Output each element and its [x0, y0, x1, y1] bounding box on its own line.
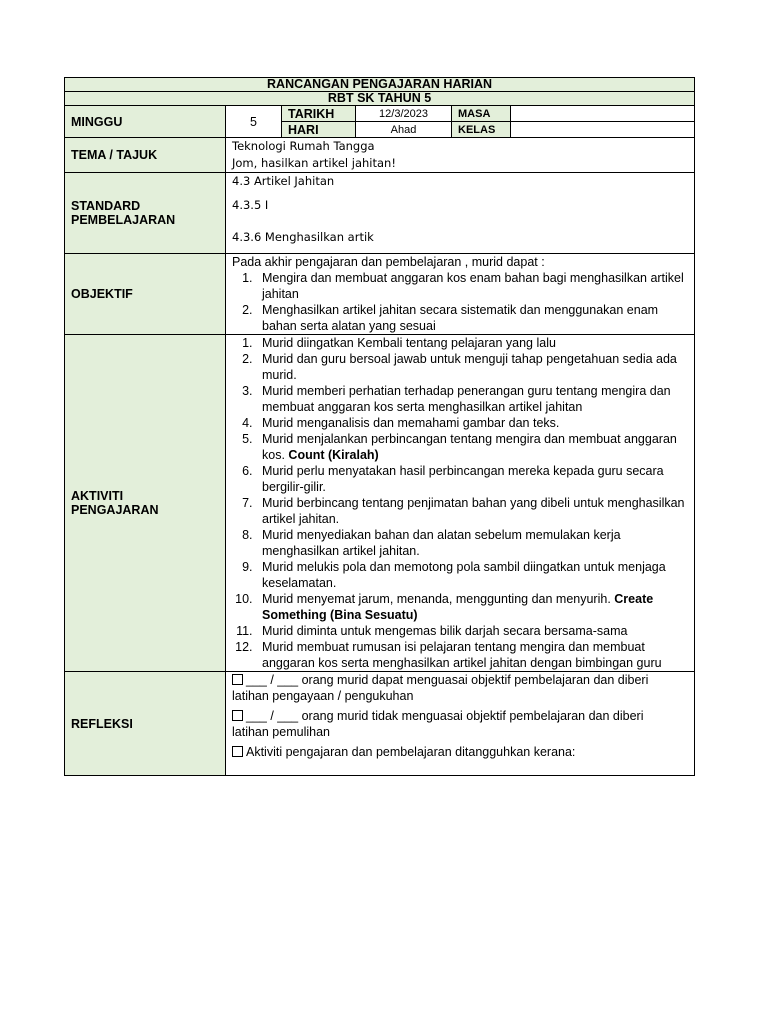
list-item: 9. Murid melukis pola dan memotong pola sambil diingatkan untuk menjaga keselamatan.	[256, 559, 688, 591]
aktiviti-row	[65, 335, 695, 672]
refleksi-line-1: ___ / ___ orang murid dapat menguasai objektif pembelajaran dan diberi	[246, 673, 649, 687]
refleksi-line-1b: latihan pengayaan / pengukuhan	[232, 689, 414, 703]
page-subtitle: RBT SK TAHUN 5	[65, 92, 695, 106]
objektif-intro: Pada akhir pengajaran dan pembelajaran , murid dapat :	[232, 255, 545, 269]
tema-line-1: Teknologi Rumah Tangga	[232, 139, 375, 153]
standard-item-1: 4.3 Artikel Jahitan	[232, 174, 335, 188]
standard-item-2: 4.3.5 I	[232, 198, 269, 212]
checkbox-icon[interactable]	[232, 746, 243, 757]
refleksi-row	[65, 672, 695, 776]
aktiviti-list	[232, 335, 688, 671]
kelas-value	[511, 122, 695, 138]
minggu-row	[65, 106, 695, 122]
standard-label-line-1: STANDARD	[71, 199, 141, 213]
tarikh-value: 12/3/2023	[356, 106, 452, 122]
list-item	[256, 431, 688, 463]
standard-item-3: 4.3.6 Menghasilkan artik	[232, 230, 374, 244]
refleksi-line-2b: latihan pemulihan	[232, 725, 330, 739]
checkbox-icon[interactable]	[232, 710, 243, 721]
objektif-row	[65, 254, 695, 335]
list-item: 2. Menghasilkan artikel jahitan secara sistematik dan menggunakan enam bahan serta alatan yang sesuai	[256, 302, 688, 334]
list-item: 1. Murid diingatkan Kembali tentang pelajaran yang lalu	[256, 335, 688, 351]
list-item: 3. Murid memberi perhatian terhadap penerangan guru tentang mengira dan membuat anggaran kos serta menghasilkan artikel jahitan	[256, 383, 688, 415]
masa-value	[511, 106, 695, 122]
standard-label-line-2: PEMBELAJARAN	[71, 213, 176, 227]
aktiviti-item-5-highlight: Count (Kiralah)	[288, 448, 379, 462]
kelas-label: KELAS	[452, 122, 511, 138]
aktiviti-item-10-text: Murid menyemat jarum, menanda, menggunting dan menyurih.	[262, 592, 611, 606]
hari-value: Ahad	[356, 122, 452, 138]
list-item: 1. Mengira dan membuat anggaran kos enam bahan bagi menghasilkan artikel jahitan	[256, 270, 688, 302]
page-title: RANCANGAN PENGAJARAN HARIAN	[65, 78, 695, 92]
objektif-list	[232, 270, 688, 334]
aktiviti-item-10-highlight: Create Something (Bina Sesuatu)	[262, 592, 654, 622]
aktiviti-label	[65, 335, 226, 672]
list-item	[256, 591, 688, 623]
tema-label: TEMA / TAJUK	[65, 138, 226, 173]
aktiviti-label-line-1: AKTIVITI	[71, 489, 124, 503]
aktiviti-label-line-2: PENGAJARAN	[71, 503, 159, 517]
tema-line-2: Jom, hasilkan artikel jahitan!	[232, 156, 396, 170]
list-item: 11. Murid diminta untuk mengemas bilik darjah secara bersama-sama	[256, 623, 688, 639]
checkbox-icon[interactable]	[232, 674, 243, 685]
tarikh-label: TARIKH	[282, 106, 356, 122]
standard-row	[65, 173, 695, 254]
list-item: 8. Murid menyediakan bahan dan alatan sebelum memulakan kerja menghasilkan artikel jahitan.	[256, 527, 688, 559]
refleksi-line-2: ___ / ___ orang murid tidak menguasai objektif pembelajaran dan diberi	[246, 709, 644, 723]
list-item: 4. Murid menganalisis dan memahami gambar dan teks.	[256, 415, 688, 431]
hari-label: HARI	[282, 122, 356, 138]
header-row-title	[65, 78, 695, 92]
standard-label	[65, 173, 226, 254]
header-row-subtitle	[65, 92, 695, 106]
aktiviti-item-5-text: Murid menjalankan perbincangan tentang mengira dan membuat anggaran kos.	[262, 432, 677, 462]
objektif-label: OBJEKTIF	[65, 254, 226, 335]
refleksi-line-3: Aktiviti pengajaran dan pembelajaran ditangguhkan kerana:	[246, 745, 576, 759]
list-item: 7. Murid berbincang tentang penjimatan bahan yang dibeli untuk menghasilkan artikel jahitan.	[256, 495, 688, 527]
list-item: 2. Murid dan guru bersoal jawab untuk menguji tahap pengetahuan sedia ada murid.	[256, 351, 688, 383]
refleksi-label: REFLEKSI	[65, 672, 226, 776]
minggu-value: 5	[226, 106, 282, 138]
masa-label: MASA	[452, 106, 511, 122]
minggu-label: MINGGU	[65, 106, 226, 138]
tema-row	[65, 138, 695, 173]
list-item: 12. Murid membuat rumusan isi pelajaran tentang mengira dan membuat anggaran kos serta menghasilkan artikel jahitan dengan bimbingan guru	[256, 639, 688, 671]
list-item: 6. Murid perlu menyatakan hasil perbincangan mereka kepada guru secara bergilir-gilir.	[256, 463, 688, 495]
lesson-plan-table	[64, 77, 695, 776]
